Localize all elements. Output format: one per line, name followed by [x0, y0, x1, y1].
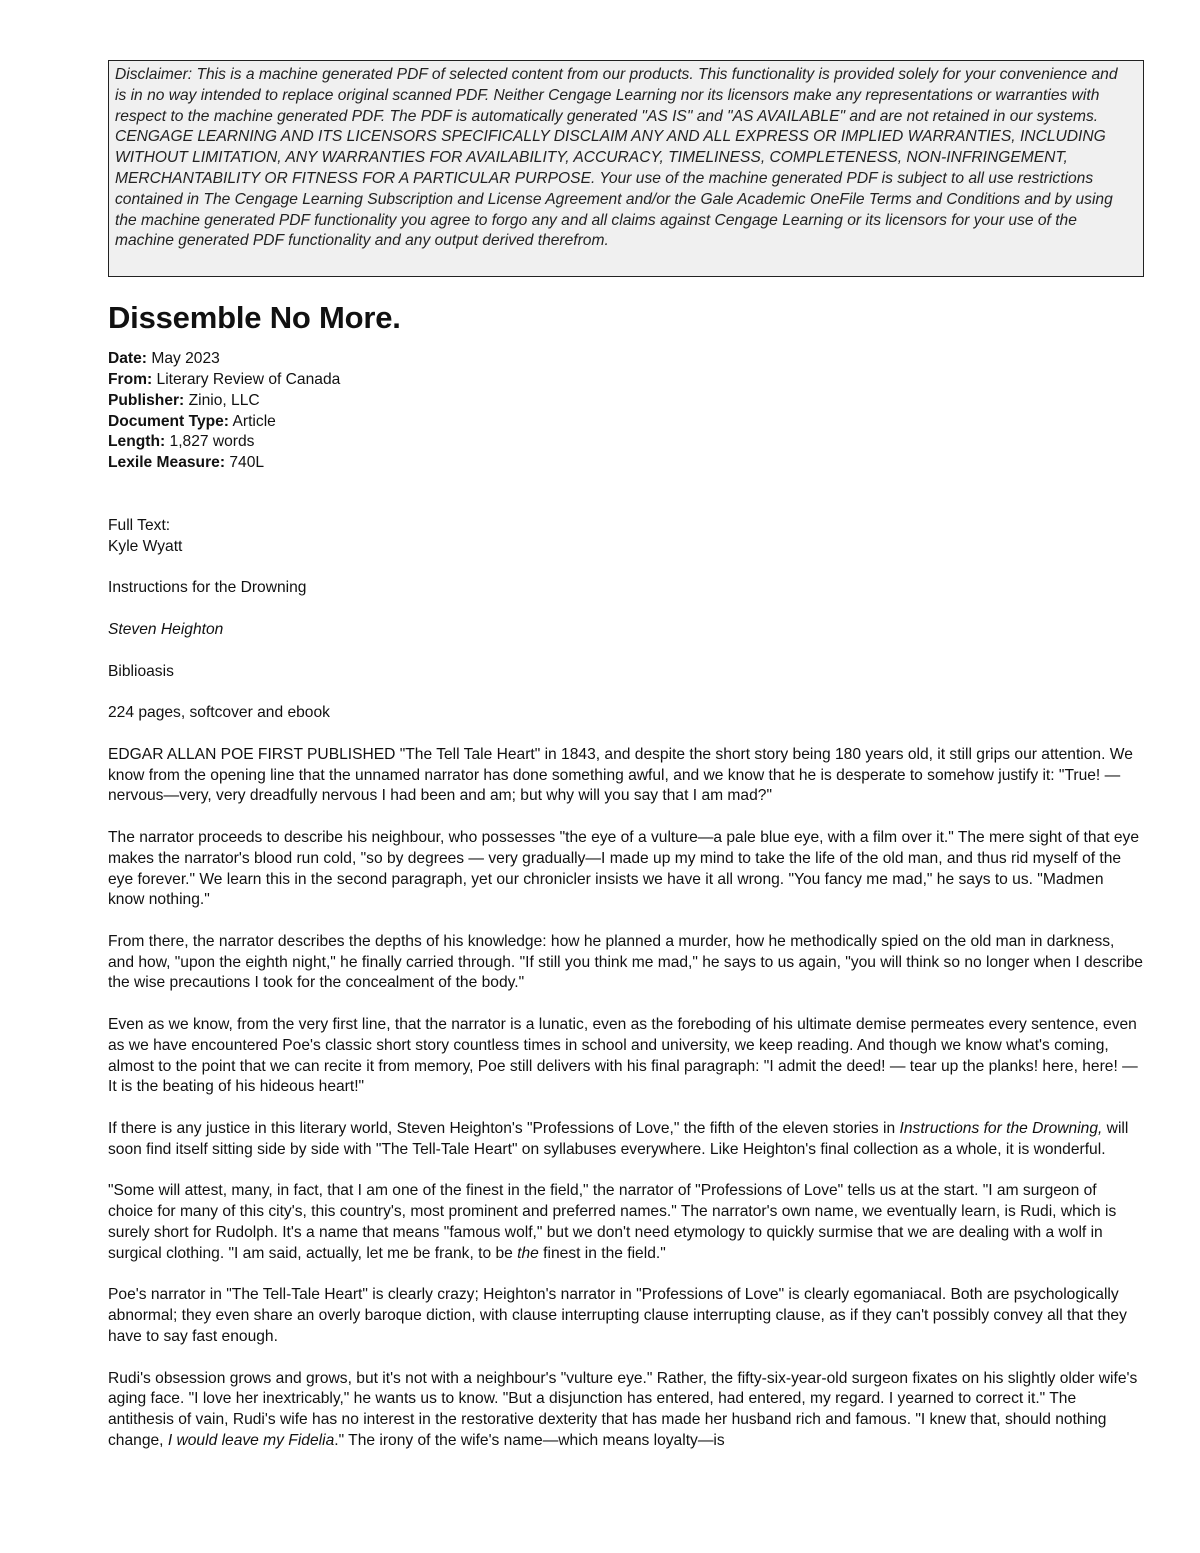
paragraph-text: ." The irony of the wife's name—which means loyalty—is [334, 1432, 725, 1450]
paragraph: Poe's narrator in "The Tell-Tale Heart" is clearly crazy; Heighton's narrator in "Professions of Love" is clearly egomaniacal. Both are psychologically abnormal; they even share an overly baroque diction, with clause interrupting clause interrupting clause, as if they can't possibly convey all that they have to say fast enough. [108, 1286, 1127, 1346]
paragraph [108, 1119, 1144, 1161]
meta-lexile [108, 453, 1144, 474]
article-title: Dissemble No More. [108, 300, 401, 336]
meta-publisher [108, 391, 1144, 412]
paragraph: EDGAR ALLAN POE FIRST PUBLISHED "The Tell Tale Heart" in 1843, and despite the short story being 180 years old, it still grips our attention. We know from the opening line that the unnamed narrator has done something awful, and we know that he is desperate to somehow justify it: "True! — nervous—very, very dreadfully nervous I had been and am; but why will you say that I am mad?" [108, 745, 1133, 805]
italic-emphasis: the [517, 1244, 539, 1262]
article-body [108, 516, 1144, 1452]
paragraph-text: will soon find itself sitting side by side with "The Tell-Tale Heart" on syllabuses everywhere. Like Heighton's final collection as a whole, it is wonderful. [108, 1120, 1129, 1158]
paragraph-text: If there is any justice in this literary world, Steven Heighton's "Professions of Love," the fifth of the eleven stories in [108, 1120, 900, 1138]
meta-date-label: Date: [108, 350, 147, 368]
meta-length-label: Length: [108, 433, 166, 451]
meta-publisher-value: Zinio, LLC [188, 391, 260, 409]
full-text-label: Full Text: [108, 516, 171, 534]
meta-from [108, 370, 1144, 391]
document-page [108, 60, 1144, 1473]
meta-publisher-label: Publisher: [108, 391, 185, 409]
book-details: 224 pages, softcover and ebook [108, 704, 330, 722]
meta-doctype-value: Article [232, 412, 276, 430]
meta-date-value: May 2023 [151, 350, 220, 368]
italic-book-title: Instructions for the Drowning, [899, 1120, 1103, 1138]
metadata-block [108, 349, 1144, 474]
meta-from-value: Literary Review of Canada [156, 370, 341, 388]
book-author: Steven Heighton [108, 620, 224, 638]
paragraph [108, 1181, 1144, 1264]
article-author: Kyle Wyatt [108, 537, 183, 555]
italic-quote: I would leave my Fidelia [167, 1432, 335, 1450]
disclaimer-text: Disclaimer: This is a machine generated PDF of selected content from our products. This functionality is provided solely for your convenience and is in no way intended to replace original scanned PDF. Neither Cengage Learning nor its licensors make any representations or warranties with respect to the machine generated PDF. The PDF is automatically generated "AS IS" and "AS AVAILABLE" and are not retained in our systems. CENGAGE LEARNING AND ITS LICENSORS SPECIFICALLY DISCLAIM ANY AND ALL EXPRESS OR IMPLIED WARRANTIES, INCLUDING WITHOUT LIMITATION, ANY WARRANTIES FOR AVAILABILITY, ACCURACY, TIMELINESS, COMPLETENESS, NON-INFRINGEMENT, MERCHANTABILITY OR FITNESS FOR A PARTICULAR PURPOSE. Your use of the machine generated PDF is subject to all use restrictions contained in The Cengage Learning Subscription and License Agreement and/or the Gale Academic OneFile Terms and Conditions and by using the machine generated PDF functionality you agree to forgo any and all claims against Cengage Learning or its licensors for your use of the machine generated PDF functionality and any output derived therefrom. [115, 66, 1118, 250]
paragraph: The narrator proceeds to describe his neighbour, who possesses "the eye of a vulture—a pale blue eye, with a film over it." The mere sight of that eye makes the narrator's blood run cold, "so by degrees — very gradually—I made up my mind to take the life of the old man, and thus rid myself of the eye forever." We learn this in the second paragraph, yet our chronicler insists we have it all wrong. "You fancy me mad," he says to us. "Madmen know nothing." [108, 828, 1139, 909]
meta-doctype-label: Document Type: [108, 412, 230, 430]
book-title: Instructions for the Drowning [108, 579, 307, 597]
meta-length [108, 432, 1144, 453]
disclaimer-box [108, 60, 1144, 277]
meta-length-value: 1,827 words [169, 433, 255, 451]
paragraph-text: Rudi's obsession grows and grows, but it's not with a neighbour's "vulture eye." Rather, the fifty-six-year-old surgeon fixates on his slightly older wife's aging face. "I love her inextricably," he wants us to know. "But a disjunction has entered, had entered, my regard. I yearned to correct it." The antithesis of vain, Rudi's wife has no interest in the restorative dexterity that has made her husband rich and famous. "I knew that, should nothing change, [108, 1369, 1138, 1450]
paragraph: Even as we know, from the very first line, that the narrator is a lunatic, even as the foreboding of his ultimate demise permeates every sentence, even as we have encountered Poe's classic short story countless times in school and university, we keep reading. And though we know what's coming, almost to the point that we can recite it from memory, Poe still delivers with his final paragraph: "I admit the deed! — tear up the planks! here, here! — It is the beating of his hideous heart!" [108, 1016, 1138, 1096]
meta-lexile-label: Lexile Measure: [108, 454, 226, 472]
paragraph-text: finest in the field." [538, 1244, 666, 1262]
meta-doctype [108, 412, 1144, 433]
book-publisher: Biblioasis [108, 662, 174, 680]
meta-lexile-value: 740L [229, 454, 265, 472]
meta-from-label: From: [108, 370, 153, 388]
paragraph: From there, the narrator describes the depths of his knowledge: how he planned a murder, how he methodically spied on the old man in darkness, and how, "upon the eighth night," he finally carried through. "If still you think me mad," he says to us again, "you will think so no longer when I describe the wise precautions I took for the concealment of the body." [108, 932, 1143, 992]
paragraph-text: "Some will attest, many, in fact, that I am one of the finest in the field," the narrator of "Professions of Love" tells us at the start. "I am surgeon of choice for many of this city's, this country's, most prominent and preferred names." The narrator's own name, we eventually learn, is Rudi, which is surely short for Rudolph. It's a name that means "famous wolf," but we don't need etymology to quickly surmise that we are dealing with a wolf in surgical clothing. "I am said, actually, let me be frank, to be [108, 1182, 1117, 1262]
meta-date [108, 349, 1144, 370]
paragraph [108, 1369, 1144, 1452]
